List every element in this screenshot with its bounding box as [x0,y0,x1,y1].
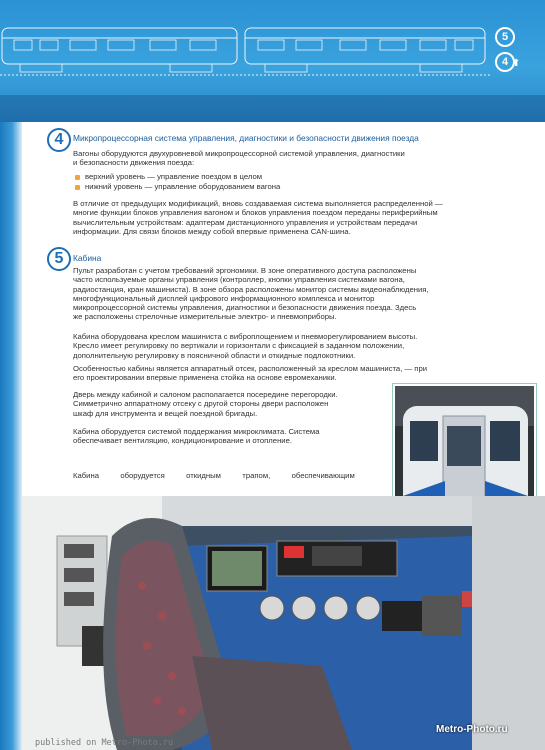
header-band [0,0,545,122]
train-outline-illustration [0,20,490,80]
published-text: published on Metro-Photo.ru [35,738,174,748]
watermark-text: Metro-Photo.ru [436,724,508,735]
text-line: Пульт разработан с учетом требований эргономики. В зоне оперативного доступа расположены [73,266,417,275]
header-shade [0,95,545,122]
text-line: Особенностью кабины является аппаратный отсек, расположенный за креслом машиниста, — при [73,364,428,373]
section-5-paragraph-5 [73,427,319,446]
text-line: обеспечивает вентиляцию, кондиционирование и отопление. [73,436,293,446]
text-line: часто используемые органы управления (контроллер, кнопки управления системами вагона, [73,275,405,285]
arrow-up-icon: ⬆ [512,58,521,69]
text-line: Кабина оборудуется откидным трапом, обеспечивающим [73,470,355,480]
section-4-paragraph [73,199,443,236]
section-4-number: 4 [47,128,71,152]
bullet-item: верхний уровень — управление поездом в целом [85,172,263,181]
section-marker-4-icon: 4 [495,52,515,72]
text-line: радиостанция, кран машиниста). В зоне обзора расположены монитор системы видеонаблюдения, [73,284,429,294]
text-line: вычислительным устройствам: адаптерам дистанционного управления и устройствам передачи [73,217,418,227]
text-line: дополнительную регулировку в поясничной области и откидные подлокотники. [73,350,356,360]
section-5-paragraph-4 [73,390,338,418]
text-line: его проектировании впервые применена стойка на основе евромеханики. [73,373,337,383]
text-line: Дверь между кабиной и салоном располагается посередине перегородки. [73,390,338,399]
text-line: многие функции блоков управления вагоном и блоков управления поездом переданы периферийным [73,208,438,218]
text-line: Симметрично аппаратному отсеку с другой стороны двери расположен [73,399,329,409]
section-5-paragraph-3 [73,364,427,383]
text-line: Кресло имеет регулировку по вертикали и горизонтали с фиксацией в заданном положении, [73,341,405,351]
section-5-number: 5 [47,247,71,271]
section-4-intro [73,149,405,168]
section-5-paragraph-2 [73,332,417,360]
text-line: же расположены стрелочные измерительные электро- и пневмоприборы. [73,312,337,322]
text-line: информации. Для связи блоков между собой впервые применена CAN-шина. [73,226,351,236]
section-5-paragraph-1 [73,266,429,322]
text-line: и безопасности движения поезда: [73,158,195,168]
section-marker-5-icon: 5 [495,27,515,47]
driver-cab-illustration [22,496,545,750]
text-line: В отличие от предыдущих модификаций, вновь создаваемая система выполняется распределенной — [73,199,443,208]
text-line: Кабина оборудована креслом машиниста с виброплощением и пневморегулированием высоты. [73,332,418,341]
driver-cab-photo [22,496,545,750]
section-5-title: Кабина [73,253,102,263]
text-line: шкаф для инструмента и вещей поездной бригады. [73,408,258,418]
bullet-item: нижний уровень — управление оборудованием вагона [85,182,281,191]
left-blue-strip [0,122,22,750]
text-line: многофункциональный дисплей цифрового информационного комплекса и монитор [73,293,375,303]
text-line: Кабина оборудуется системой поддержания микроклимата. Система [73,427,320,436]
text-line: микропроцессорной системы управления, диагностики и безопасности движения поезда. Здесь [73,303,417,313]
section-4-title: Микропроцессорная система управления, диагностики и безопасности движения поезда [73,133,419,143]
text-line: Вагоны оборудуются двухуровневой микропроцессорной системой управления, диагностики [73,149,405,158]
